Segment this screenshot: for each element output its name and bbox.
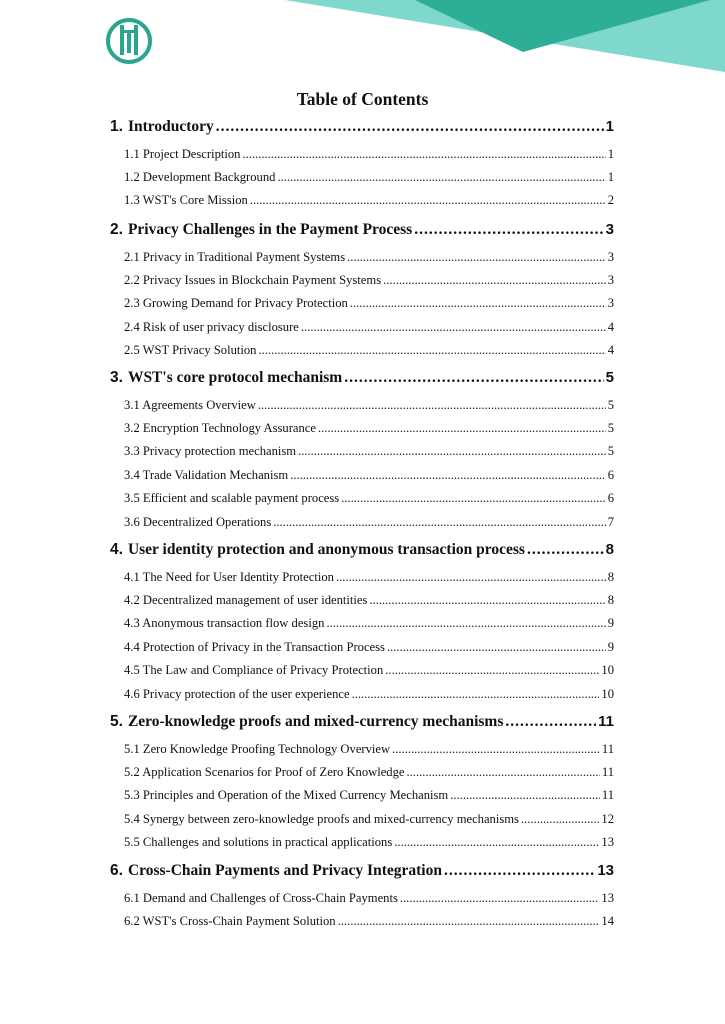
toc-subsection-page: 3: [607, 249, 614, 264]
toc-subsection-entry[interactable]: [110, 147, 614, 162]
toc-dot-leader: [369, 593, 605, 608]
toc-subsection-page: 11: [601, 741, 614, 756]
toc-subsection-entry[interactable]: [110, 343, 614, 358]
toc-section-title: Zero-knowledge proofs and mixed-currency mechanisms: [127, 713, 504, 730]
toc-dot-leader: [318, 421, 606, 436]
toc-section-number: 3.: [110, 369, 123, 386]
toc-subsection-entry[interactable]: [110, 616, 614, 631]
toc-dot-leader: [392, 742, 600, 757]
toc-subsection-title: 4.2 Decentralized management of user identities: [124, 592, 368, 607]
toc-subsection-page: 10: [601, 686, 614, 701]
toc-section-number: 5.: [110, 713, 123, 730]
toc-subsection-entry[interactable]: [110, 891, 614, 906]
toc-dot-leader: [347, 250, 606, 265]
toc-subsection-page: 5: [607, 420, 614, 435]
toc-subsection-entry[interactable]: [110, 320, 614, 335]
toc-dot-leader: [383, 273, 606, 288]
toc-section-page: 13: [597, 862, 614, 879]
toc-dot-leader: [527, 541, 604, 559]
toc-subsection-page: 9: [607, 639, 614, 654]
toc-dot-leader: [277, 170, 605, 185]
toc-dot-leader: [414, 221, 603, 239]
toc-section-entry[interactable]: [110, 221, 614, 239]
toc-dot-leader: [341, 491, 606, 506]
toc-subsection-entry[interactable]: [110, 663, 614, 678]
toc-subsection-page: 9: [607, 616, 614, 631]
header-banner: [265, 0, 725, 80]
toc-subsection-entry[interactable]: [110, 687, 614, 702]
toc-section-page: 8: [605, 541, 614, 558]
toc-subsection-entry[interactable]: [110, 640, 614, 655]
toc-dot-leader: [450, 788, 600, 803]
toc-section-title: Cross-Chain Payments and Privacy Integration: [127, 862, 442, 879]
toc-subsection-title: 1.3 WST's Core Mission: [124, 193, 248, 208]
toc-section-page: 1: [605, 118, 614, 135]
toc-subsection-title: 6.2 WST's Cross-Chain Payment Solution: [124, 913, 336, 928]
toc-dot-leader: [290, 468, 606, 483]
toc-subsection-title: 1.2 Development Background: [124, 169, 276, 184]
toc-section-entry[interactable]: [110, 862, 614, 880]
toc-section-entry[interactable]: [110, 369, 614, 387]
toc-dot-leader: [352, 687, 600, 702]
toc-subsection-entry[interactable]: [110, 170, 614, 185]
toc-subsection-entry[interactable]: [110, 593, 614, 608]
toc-subsection-title: 4.6 Privacy protection of the user experience: [124, 686, 350, 701]
toc-subsection-title: 2.2 Privacy Issues in Blockchain Payment Systems: [124, 272, 382, 287]
toc-section-entry[interactable]: [110, 713, 614, 731]
toc-subsection-entry[interactable]: [110, 398, 614, 413]
toc-subsection-title: 3.5 Efficient and scalable payment process: [124, 491, 340, 506]
toc-dot-leader: [258, 398, 606, 413]
toc-dot-leader: [505, 713, 596, 731]
toc-subsection-page: 11: [601, 788, 614, 803]
toc-subsection-page: 8: [607, 592, 614, 607]
toc-subsection-title: 5.1 Zero Knowledge Proofing Technology Overview: [124, 741, 391, 756]
toc-subsection-page: 5: [607, 444, 614, 459]
toc-subsection-page: 10: [601, 663, 614, 678]
toc-title: Table of Contents: [296, 89, 429, 109]
toc-subsection-page: 13: [601, 835, 614, 850]
toc-subsection-entry[interactable]: [110, 812, 614, 827]
toc-subsection-entry[interactable]: [110, 765, 614, 780]
toc-subsection-page: 13: [601, 890, 614, 905]
toc-dot-leader: [336, 570, 606, 585]
toc-section-title: WST's core protocol mechanism: [127, 369, 343, 386]
toc-dot-leader: [301, 320, 606, 335]
toc-subsection-page: 6: [607, 491, 614, 506]
toc-section-title: Introductory: [127, 118, 214, 135]
toc-dot-leader: [326, 616, 605, 631]
toc-section-title: Privacy Challenges in the Payment Process: [127, 221, 413, 238]
toc-subsection-page: 4: [607, 343, 614, 358]
toc-subsection-page: 3: [607, 296, 614, 311]
toc-subsection-entry[interactable]: [110, 444, 614, 459]
toc-subsection-title: 5.4 Synergy between zero-knowledge proofs and mixed-currency mechanisms: [124, 811, 519, 826]
toc-section-number: 2.: [110, 221, 123, 238]
toc-subsection-title: 2.1 Privacy in Traditional Payment Systems: [124, 249, 346, 264]
toc-dot-leader: [400, 891, 600, 906]
toc-subsection-entry[interactable]: [110, 914, 614, 929]
toc-subsection-entry[interactable]: [110, 515, 614, 530]
toc-subsection-page: 12: [601, 811, 614, 826]
toc-subsection-entry[interactable]: [110, 570, 614, 585]
toc-subsection-title: 3.2 Encryption Technology Assurance: [124, 420, 316, 435]
toc-subsection-page: 5: [607, 397, 614, 412]
toc-subsection-title: 6.1 Demand and Challenges of Cross-Chain Payments: [124, 890, 398, 905]
toc-subsection-title: 4.4 Protection of Privacy in the Transaction Process: [124, 639, 385, 654]
toc-subsection-title: 4.5 The Law and Compliance of Privacy Protection: [124, 663, 384, 678]
toc-subsection-page: 3: [607, 272, 614, 287]
toc-subsection-title: 4.3 Anonymous transaction flow design: [124, 616, 325, 631]
toc-section-entry[interactable]: [110, 118, 614, 136]
toc-subsection-page: 7: [607, 514, 614, 529]
gt-circle-logo-icon: [104, 16, 154, 66]
toc-subsection-title: 3.3 Privacy protection mechanism: [124, 444, 297, 459]
toc-subsection-title: 5.3 Principles and Operation of the Mixed Currency Mechanism: [124, 788, 449, 803]
toc-subsection-title: 3.4 Trade Validation Mechanism: [124, 467, 289, 482]
toc-subsection-page: 8: [607, 569, 614, 584]
toc-dot-leader: [242, 147, 605, 162]
toc-subsection-entry[interactable]: [110, 273, 614, 288]
toc-section-page: 11: [598, 713, 614, 730]
toc-dot-leader: [394, 835, 599, 850]
toc-dot-leader: [216, 118, 604, 136]
toc-subsection-entry[interactable]: [110, 742, 614, 757]
toc-subsection-title: 5.5 Challenges and solutions in practical applications: [124, 835, 393, 850]
toc-subsection-entry[interactable]: [110, 491, 614, 506]
toc-section-page: 3: [605, 221, 614, 238]
toc-section-entry[interactable]: [110, 541, 614, 559]
toc-dot-leader: [344, 369, 603, 387]
toc-subsection-title: 1.1 Project Description: [124, 146, 241, 161]
toc-dot-leader: [350, 296, 606, 311]
toc-subsection-page: 14: [601, 913, 614, 928]
toc-subsection-title: 4.1 The Need for User Identity Protection: [124, 569, 334, 584]
toc-subsection-title: 2.4 Risk of user privacy disclosure: [124, 319, 299, 334]
toc-subsection-entry[interactable]: [110, 421, 614, 436]
toc-subsection-title: 2.5 WST Privacy Solution: [124, 343, 257, 358]
toc-subsection-page: 11: [601, 764, 614, 779]
toc-subsection-title: 2.3 Growing Demand for Privacy Protection: [124, 296, 348, 311]
toc-dot-leader: [258, 343, 605, 358]
toc-subsection-entry[interactable]: [110, 468, 614, 483]
toc-subsection-page: 1: [607, 169, 614, 184]
toc-dot-leader: [250, 193, 606, 208]
toc-subsection-page: 4: [607, 319, 614, 334]
toc-subsection-entry[interactable]: [110, 835, 614, 850]
toc-dot-leader: [407, 765, 600, 780]
toc-dot-leader: [298, 444, 606, 459]
toc-dot-leader: [338, 914, 600, 929]
toc-section-title: User identity protection and anonymous transaction process: [127, 541, 525, 558]
toc-subsection-entry[interactable]: [110, 296, 614, 311]
toc-subsection-page: 6: [607, 467, 614, 482]
toc-section-number: 6.: [110, 862, 123, 879]
toc-section-page: 5: [605, 369, 614, 386]
toc-section-number: 1.: [110, 118, 123, 135]
toc-dot-leader: [273, 515, 605, 530]
toc-subsection-entry[interactable]: [110, 250, 614, 265]
toc-section-number: 4.: [110, 541, 123, 558]
toc-subsection-title: 3.6 Decentralized Operations: [124, 514, 272, 529]
toc-subsection-title: 5.2 Application Scenarios for Proof of Zero Knowledge: [124, 764, 405, 779]
toc-subsection-entry[interactable]: [110, 193, 614, 208]
toc-subsection-page: 2: [607, 193, 614, 208]
toc-subsection-page: 1: [607, 146, 614, 161]
toc-subsection-entry[interactable]: [110, 788, 614, 803]
toc-subsection-title: 3.1 Agreements Overview: [124, 397, 256, 412]
toc-dot-leader: [385, 663, 599, 678]
toc-dot-leader: [444, 862, 595, 880]
toc-dot-leader: [521, 812, 599, 827]
toc-dot-leader: [387, 640, 606, 655]
